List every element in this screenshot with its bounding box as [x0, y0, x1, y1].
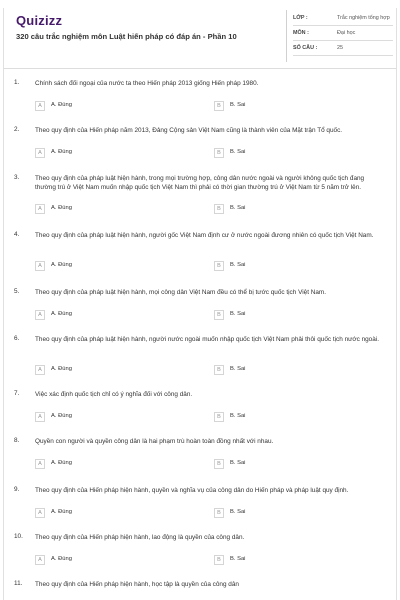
option-letter-box: A [35, 555, 45, 565]
option-label: A. Đúng [51, 366, 72, 372]
page-border-right [396, 8, 397, 600]
option-letter-box: B [214, 365, 224, 375]
option-letter-box: A [35, 365, 45, 375]
meta-row-count [293, 42, 393, 56]
option-label: B. Sai [230, 102, 246, 108]
meta-value: Trắc nghiệm tổng hợp [337, 15, 390, 21]
meta-key: MÔN : [293, 30, 309, 36]
worksheet-header [14, 10, 390, 62]
option-label: B. Sai [230, 149, 246, 155]
option-label: B. Sai [230, 366, 246, 372]
question-number: 9. [14, 486, 20, 493]
option-letter-box: A [35, 459, 45, 469]
question-number: 8. [14, 437, 20, 444]
question-text: Theo quy định của Hiến pháp hiện hành, học tập là quyền của công dân [35, 581, 239, 588]
option-label: B. Sai [230, 556, 246, 562]
option-letter-box: A [35, 412, 45, 422]
question-number: 7. [14, 390, 20, 397]
option-letter-box: B [214, 261, 224, 271]
question-text: Quyền con người và quyền công dân là hai phạm trù hoàn toàn đồng nhất với nhau. [35, 438, 274, 445]
header-divider [286, 10, 287, 62]
option-label: B. Sai [230, 205, 246, 211]
option-label: B. Sai [230, 460, 246, 466]
quizizz-logo: Quizizz [16, 13, 63, 28]
option-label: A. Đúng [51, 102, 72, 108]
option-letter-box: B [214, 148, 224, 158]
question-number: 4. [14, 231, 20, 238]
meta-key: SỐ CÂU : [293, 45, 318, 51]
question-number: 5. [14, 288, 20, 295]
meta-key: LỚP : [293, 15, 308, 21]
question-text: Theo quy định của pháp luật hiện hành, mọi công dân Việt Nam đều có thể bị tước quốc tịch Việt Nam. [35, 289, 327, 296]
option-label: A. Đúng [51, 205, 72, 211]
page-border-left [3, 8, 4, 600]
option-letter-box: A [35, 204, 45, 214]
option-letter-box: B [214, 412, 224, 422]
option-label: A. Đúng [51, 311, 72, 317]
option-label: B. Sai [230, 311, 246, 317]
worksheet-title: 320 câu trắc nghiệm môn Luật hiến pháp có đáp án - Phần 10 [16, 32, 237, 41]
option-letter-box: A [35, 261, 45, 271]
question-number: 2. [14, 126, 20, 133]
option-letter-box: A [35, 508, 45, 518]
option-letter-box: A [35, 310, 45, 320]
meta-value: 25 [337, 45, 343, 51]
option-label: A. Đúng [51, 460, 72, 466]
question-number: 1. [14, 79, 20, 86]
option-letter-box: B [214, 101, 224, 111]
question-text: Chính sách đối ngoại của nước ta theo Hiến pháp 2013 giống Hiến pháp 1980. [35, 80, 259, 87]
question-text: Theo quy định của Hiến pháp hiện hành, lao động là quyền của công dân. [35, 534, 245, 541]
option-label: B. Sai [230, 262, 246, 268]
question-text: Theo quy định của pháp luật hiện hành, người nước ngoài muốn nhập quốc tịch Việt Nam phải thôi quốc tịch nước ngoài. [35, 336, 379, 343]
option-letter-box: A [35, 101, 45, 111]
question-text: Theo quy định của pháp luật hiện hành, người gốc Việt Nam định cư ở nước ngoài đương nhiên có quốc tịch Việt Nam. [35, 232, 374, 239]
question-text: Việc xác định quốc tịch chỉ có ý nghĩa đối với công dân. [35, 391, 193, 398]
option-letter-box: B [214, 204, 224, 214]
question-number: 10. [14, 533, 23, 540]
option-letter-box: B [214, 508, 224, 518]
meta-row-class [293, 12, 393, 26]
header-separator [4, 68, 396, 69]
question-text: Theo quy định của Hiến pháp năm 2013, Đảng Cộng sản Việt Nam cũng là thành viên của Mặt trận Tổ quốc. [35, 127, 343, 134]
question-number: 6. [14, 335, 20, 342]
option-label: A. Đúng [51, 262, 72, 268]
question-number: 11. [14, 580, 23, 587]
option-label: B. Sai [230, 413, 246, 419]
option-letter-box: B [214, 555, 224, 565]
option-label: A. Đúng [51, 413, 72, 419]
meta-row-subject [293, 27, 393, 41]
meta-value: Đại học [337, 30, 356, 36]
option-letter-box: A [35, 148, 45, 158]
question-text: Theo quy định của pháp luật hiện hành, trong mọi trường hợp, công dân nước ngoài và người không quốc tịch đang thường trú ở Việt Nam muốn nhập quốc tịch Việt Nam thì phải có thời gian thường trú ở Việt Nam từ 5 năm trở lên. [35, 175, 365, 191]
option-label: B. Sai [230, 509, 246, 515]
question-text: Theo quy định của Hiến pháp hiện hành, quyền và nghĩa vụ của công dân do Hiến pháp và pháp luật quy định. [35, 487, 349, 494]
option-label: A. Đúng [51, 509, 72, 515]
option-letter-box: B [214, 310, 224, 320]
option-letter-box: B [214, 459, 224, 469]
question-number: 3. [14, 174, 20, 181]
option-label: A. Đúng [51, 556, 72, 562]
option-label: A. Đúng [51, 149, 72, 155]
